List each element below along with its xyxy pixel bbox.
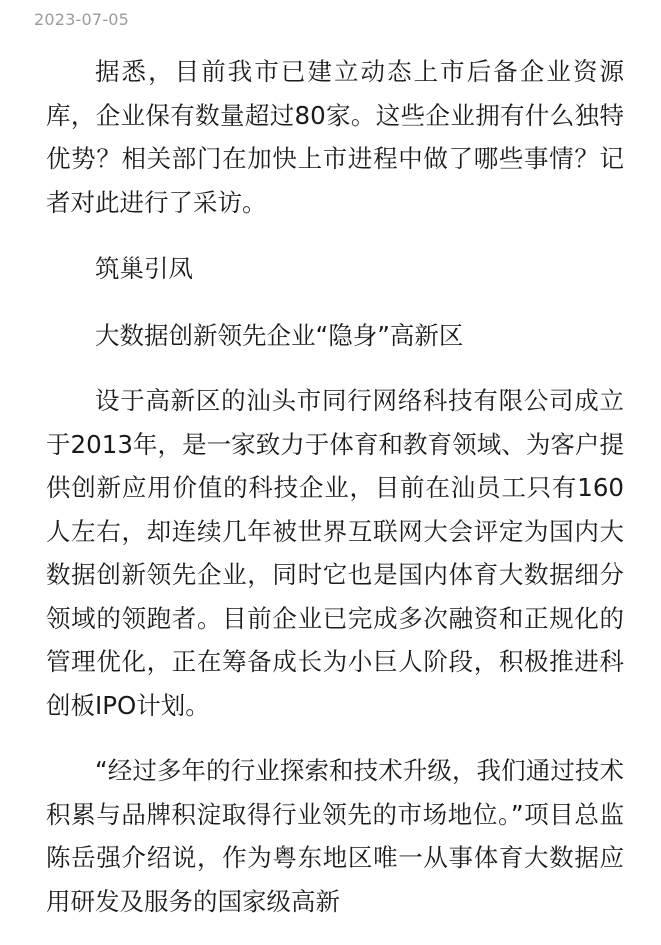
article-body xyxy=(46,50,624,923)
section-heading: 筑巢引凤 xyxy=(95,254,193,283)
article-paragraph-company: 设于高新区的汕头市同行网络科技有限公司成立于2013年，是一家致力于体育和教育领域、为客户提供创新应用价值的科技企业，目前在汕员工只有160人左右，却连续几年被世界互联网大会评定为国内大数据创新领先企业，同时它也是国内体育大数据细分领域的领跑者。目前企业已完成多次融资和正规化的管理优化，正在筹备成长为小巨人阶段，积极推进科创板IPO计划。 xyxy=(46,386,624,720)
section-subheading: 大数据创新领先企业“隐身”高新区 xyxy=(95,320,464,350)
publish-date: 2023-07-05 xyxy=(34,10,129,29)
article-paragraph-quote: “经过多年的行业探索和技术升级，我们通过技术积累与品牌积淀取得行业领先的市场地位。”项目总监陈岳强介绍说，作为粤东地区唯一从事体育大数据应用研发及服务的国家级高新 xyxy=(46,756,624,916)
article-paragraph-intro: 据悉，目前我市已建立动态上市后备企业资源库，企业保有数量超过80家。这些企业拥有什么独特优势？相关部门在加快上市进程中做了哪些事情？记者对此进行了采访。 xyxy=(46,57,624,217)
